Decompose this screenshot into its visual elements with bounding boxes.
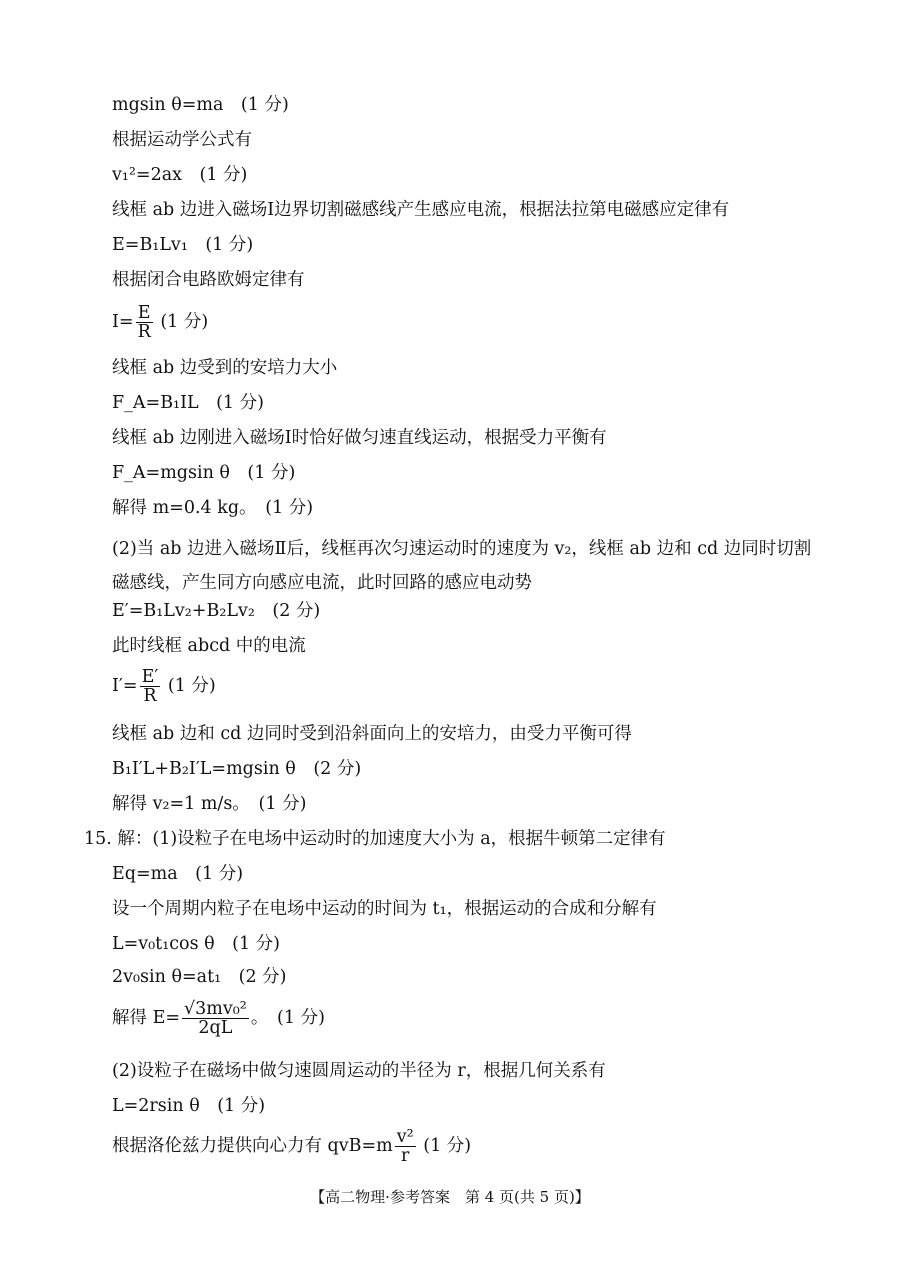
line-2: 根据运动学公式有: [112, 130, 252, 150]
fraction-numerator: E: [136, 304, 153, 323]
score-note: 。 (1 分): [250, 1008, 325, 1028]
fraction-numerator: v²: [396, 1127, 414, 1147]
line-25: [112, 1000, 325, 1037]
fraction-v2-over-r: [395, 1128, 416, 1165]
line-23: L=v₀t₁cos θ (1 分): [112, 934, 281, 954]
line-10: 线框 ab 边刚进入磁场Ⅰ时恰好做匀速直线运动，根据受力平衡有: [112, 428, 607, 448]
line-26: (2)设粒子在磁场中做匀速圆周运动的半径为 r，根据几何关系有: [112, 1061, 606, 1081]
line-11: F_A=mgsin θ (1 分): [112, 463, 296, 483]
line-13: (2)当 ab 边进入磁场Ⅱ后，线框再次匀速运动时的速度为 v₂，线框 ab 边和 cd 边同时切割磁感线，产生同方向感应电流，此时回路的感应电动势: [112, 539, 812, 593]
fraction-numerator: √3mv₀²: [184, 999, 247, 1019]
line-22: 设一个周期内粒子在电场中运动的时间为 t₁，根据运动的合成和分解有: [112, 899, 657, 919]
page-footer: 【高二物理·参考答案 第 4 页(共 5 页)】: [310, 1188, 590, 1206]
line-12: 解得 m=0.4 kg。 (1 分): [112, 498, 314, 518]
formula-lhs: 根据洛伦兹力提供向心力有 qvB=m: [112, 1136, 393, 1156]
score-note: (1 分): [423, 1136, 472, 1156]
score-note: (1 分): [160, 312, 209, 332]
line-18: B₁I′L+B₂I′L=mgsin θ (2 分): [112, 759, 362, 779]
fraction-numerator: E′: [141, 667, 159, 687]
line-16: [112, 668, 216, 705]
line-7: [112, 304, 208, 341]
line-4: 线框 ab 边进入磁场Ⅰ边界切割磁感线产生感应电流，根据法拉第电磁感应定律有: [112, 200, 730, 220]
fraction-denominator: 2qL: [198, 1018, 233, 1038]
line-1: mgsin θ=ma (1 分): [112, 95, 289, 115]
line-5: E=B₁Lv₁ (1 分): [112, 235, 254, 255]
fraction-denominator: R: [143, 686, 157, 706]
line-17: 线框 ab 边和 cd 边同时受到沿斜面向上的安培力，由受力平衡可得: [112, 724, 632, 744]
line-21: Eq=ma (1 分): [112, 864, 244, 884]
line-24: 2v₀sin θ=at₁ (2 分): [112, 967, 287, 987]
line-6: 根据闭合电路欧姆定律有: [112, 270, 305, 290]
fraction-denominator: r: [401, 1146, 410, 1166]
line-28: [112, 1128, 471, 1165]
line-19: 解得 v₂=1 m/s。 (1 分): [112, 794, 307, 814]
fraction-field-strength: [182, 1000, 249, 1037]
line-3: v₁²=2ax (1 分): [112, 165, 248, 185]
score-note: (1 分): [167, 676, 216, 696]
fraction-e-over-r: [136, 304, 153, 341]
line-8: 线框 ab 边受到的安培力大小: [112, 358, 338, 378]
formula-lhs: 解得 E=: [112, 1008, 181, 1028]
fraction-denominator: R: [137, 322, 151, 342]
line-27: L=2rsin θ (1 分): [112, 1096, 266, 1116]
line-20: 15. 解：(1)设粒子在电场中运动时的加速度大小为 a，根据牛顿第二定律有: [84, 829, 666, 849]
fraction-eprime-over-r: [140, 668, 161, 705]
line-15: 此时线框 abcd 中的电流: [112, 636, 306, 656]
line-9: F_A=B₁IL (1 分): [112, 393, 264, 413]
formula-lhs: I=: [112, 312, 134, 332]
line-14: E′=B₁Lv₂+B₂Lv₂ (2 分): [112, 601, 321, 621]
formula-lhs: I′=: [112, 676, 138, 696]
